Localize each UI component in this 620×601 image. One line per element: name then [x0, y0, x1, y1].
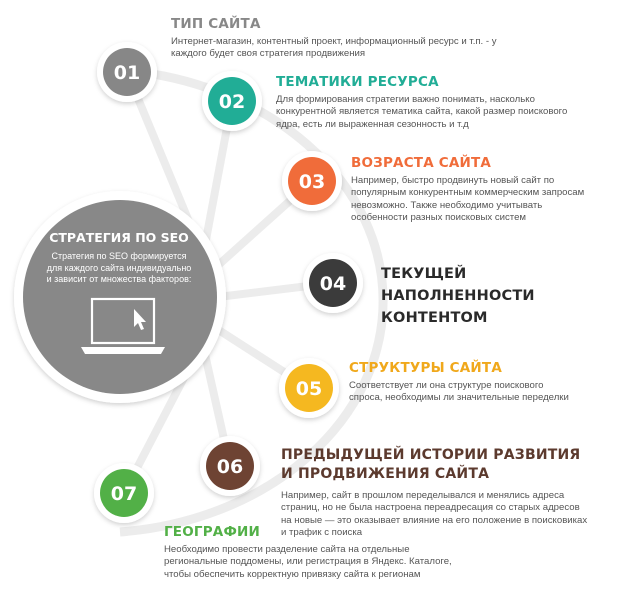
center-content — [20, 208, 218, 386]
step-circle-07 — [94, 463, 154, 523]
step-05 — [349, 360, 579, 405]
step-07 — [164, 524, 464, 581]
step-text: Например, сайт в прошлом переделывался и менялись адреса страниц, но не была настроена переадресация со старых адресов на новые — это оказывает влияние на его положение в поисковиках и трафик с поиска — [281, 490, 588, 538]
step-number: 04 — [319, 273, 347, 295]
step-title: ПРЕДЫДУЩЕЙ ИСТОРИИ РАЗВИТИЯ И ПРОДВИЖЕНИЯ САЙТА — [281, 447, 581, 482]
step-circle-05 — [279, 358, 339, 418]
step-text: Необходимо провести разделение сайта на отдельные региональные поддомены, или регистрация в Яндекс. Каталоге, чтобы обеспечить корректную привязку сайта к регионам — [164, 544, 452, 580]
step-title: ТЕМАТИКИ РЕСУРСА — [276, 74, 439, 90]
step-number: 02 — [218, 91, 246, 113]
step-text: Например, быстро продвинуть новый сайт по популярным конкурентным коммерческим запросам невозможно. Также необходимо учитывать особенности разных поисковых систем — [351, 175, 585, 223]
step-title: ТИП САЙТА — [171, 16, 261, 32]
step-03 — [351, 155, 601, 224]
step-04 — [381, 263, 611, 329]
step-01 — [171, 16, 501, 61]
step-circle-04 — [303, 253, 363, 313]
step-text: Интернет-магазин, контентный проект, информационный ресурс и т.п. - у каждого будет своя стратегия продвижения — [171, 36, 497, 60]
center-title: СТРАТЕГИЯ ПО SEO — [49, 230, 189, 245]
step-circle-03 — [282, 151, 342, 211]
step-circle-06 — [200, 436, 260, 496]
step-circle-02 — [202, 71, 262, 131]
step-02 — [276, 74, 576, 131]
step-circle-01 — [97, 42, 157, 102]
step-title: ВОЗРАСТА САЙТА — [351, 155, 492, 171]
step-title: ГЕОГРАФИИ — [164, 524, 261, 540]
center-text: Стратегия по SEO формируется для каждого сайта индивидуально и зависит от множества факторов: — [46, 251, 192, 284]
step-title: ТЕКУЩЕЙ НАПОЛНЕННОСТИ КОНТЕНТОМ — [381, 266, 535, 326]
step-text: Для формирования стратегии важно понимать, насколько конкурентной является тематика сайта, какой размер поискового ядра, есть ли выраженная сезонность и т.д — [276, 94, 568, 130]
step-number: 03 — [298, 171, 326, 193]
step-number: 05 — [295, 378, 323, 400]
step-number: 01 — [113, 62, 141, 84]
step-text: Соответствует ли она структуре поискового спроса, необходимы ли значительные переделки — [349, 380, 569, 404]
step-title: СТРУКТУРЫ САЙТА — [349, 360, 502, 376]
step-number: 06 — [216, 456, 244, 478]
step-number: 07 — [110, 483, 138, 505]
